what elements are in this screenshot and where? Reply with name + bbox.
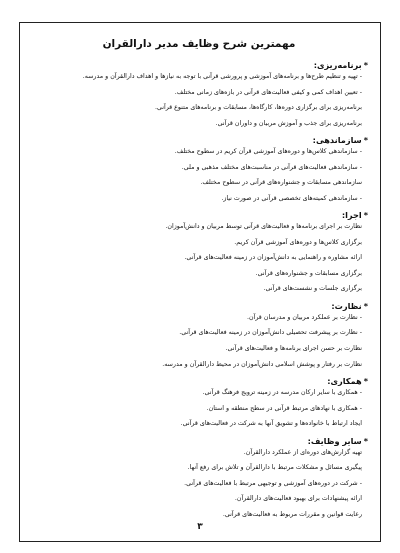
section-item-list [30, 314, 368, 368]
asterisk-bullet-icon: * [363, 300, 368, 311]
section-item-list [30, 73, 368, 127]
list-item: - شرکت در دوره‌های آموزشی و توجیهی مرتبط با فعالیت‌های قرآنی. [30, 480, 368, 487]
section-heading [30, 60, 368, 70]
list-item: نظارت بر حسن اجرای برنامه‌ها و فعالیت‌های قرآنی. [225, 344, 362, 352]
section-heading [30, 376, 368, 386]
list-item: - همکاری با نهادهای مرتبط قرآنی در سطح منطقه و استان. [30, 405, 368, 412]
section-item-list [30, 389, 368, 427]
section-heading [30, 301, 368, 311]
section [30, 60, 368, 127]
sections-container [30, 60, 368, 518]
list-item: پیگیری مسائل و مشکلات مرتبط با دارالقرآن و تلاش برای رفع آنها. [187, 464, 362, 472]
section-heading-text: برنامه‌ریزی: [313, 60, 362, 70]
list-item: نظارت بر اجرای برنامه‌ها و فعالیت‌های قرآنی توسط مربیان و دانش‌آموزان. [165, 223, 362, 231]
list-item: - همکاری با سایر ارکان مدرسه در زمینه ترویج فرهنگ قرآنی. [30, 389, 368, 396]
list-item: تهیه گزارش‌های دوره‌ای از عملکرد دارالقرآن. [243, 448, 362, 456]
section [30, 135, 368, 202]
section-heading-text: سازماندهی: [312, 135, 362, 146]
list-item: ایجاد ارتباط با خانواده‌ها و تشویق آنها به شرکت در فعالیت‌های قرآنی. [180, 420, 362, 428]
section-item-list [30, 449, 368, 518]
list-item: - تهیه و تنظیم طرح‌ها و برنامه‌های آموزشی و پرورشی قرآنی با توجه به نیازها و اهداف دارالقرآن و مدرسه. [30, 73, 368, 80]
list-item: سازماندهی مسابقات و جشنواره‌های قرآنی در سطوح مختلف. [200, 179, 362, 187]
section-item-list [30, 148, 368, 202]
document-title: مهمترین شرح وظایف مدیر دارالقران [102, 38, 296, 50]
section [30, 210, 368, 292]
section [30, 301, 368, 368]
section-item-list [30, 223, 368, 292]
document-body [30, 30, 368, 526]
section-heading [30, 436, 368, 446]
page-number: ۳ [197, 522, 203, 532]
section-heading [30, 135, 368, 145]
asterisk-bullet-icon: * [363, 376, 368, 387]
list-item: برنامه‌ریزی برای جذب و آموزش مربیان و داوران قرآنی. [215, 119, 362, 127]
list-item: ارائه مشاوره و راهنمایی به دانش‌آموزان در زمینه فعالیت‌های قرآنی. [184, 254, 362, 262]
list-item: برگزاری مسابقات و جشنواره‌های قرآنی. [255, 269, 362, 277]
list-item: - سازماندهی فعالیت‌های قرآنی در مناسبت‌های مختلف مذهبی و ملی. [30, 164, 368, 171]
section [30, 376, 368, 427]
section-heading-text: همکاری: [327, 376, 362, 387]
list-item: نظارت بر رفتار و پوشش اسلامی دانش‌آموزان در محیط دارالقرآن و مدرسه. [162, 360, 362, 368]
list-item: - سازماندهی کمیته‌های تخصصی قرآنی در صورت نیاز. [30, 195, 368, 202]
asterisk-bullet-icon: * [363, 210, 368, 221]
asterisk-bullet-icon: * [363, 135, 368, 146]
section [30, 436, 368, 518]
list-item: - نظارت بر پیشرفت تحصیلی دانش‌آموزان در زمینه فعالیت‌های قرآنی. [30, 329, 368, 336]
list-item: برنامه‌ریزی برای برگزاری دوره‌ها، کارگاه‌ها، مسابقات و برنامه‌های متنوع قرآنی. [154, 104, 362, 112]
section-heading [30, 210, 368, 220]
asterisk-bullet-icon: * [363, 60, 368, 70]
list-item: - نظارت بر عملکرد مربیان و مدرسان قرآن. [30, 314, 368, 321]
list-item: ارائه پیشنهادات برای بهبود فعالیت‌های دارالقرآن. [234, 495, 362, 503]
list-item: رعایت قوانین و مقررات مربوط به فعالیت‌های قرآنی. [222, 510, 362, 518]
list-item: - سازماندهی کلاس‌ها و دوره‌های آموزشی قرآن کریم در سطوح مختلف. [30, 148, 368, 155]
section-heading-text: سایر وظایف: [307, 435, 362, 446]
section-heading-text: نظارت: [331, 300, 362, 311]
list-item: برگزاری جلسات و نشست‌های قرآنی. [263, 285, 362, 293]
asterisk-bullet-icon: * [363, 435, 368, 446]
list-item: - تعیین اهداف کمی و کیفی فعالیت‌های قرآنی در بازه‌های زمانی مختلف. [30, 89, 368, 96]
list-item: برگزاری کلاس‌ها و دوره‌های آموزشی قرآن کریم. [234, 238, 362, 246]
section-heading-text: اجرا: [341, 210, 362, 221]
